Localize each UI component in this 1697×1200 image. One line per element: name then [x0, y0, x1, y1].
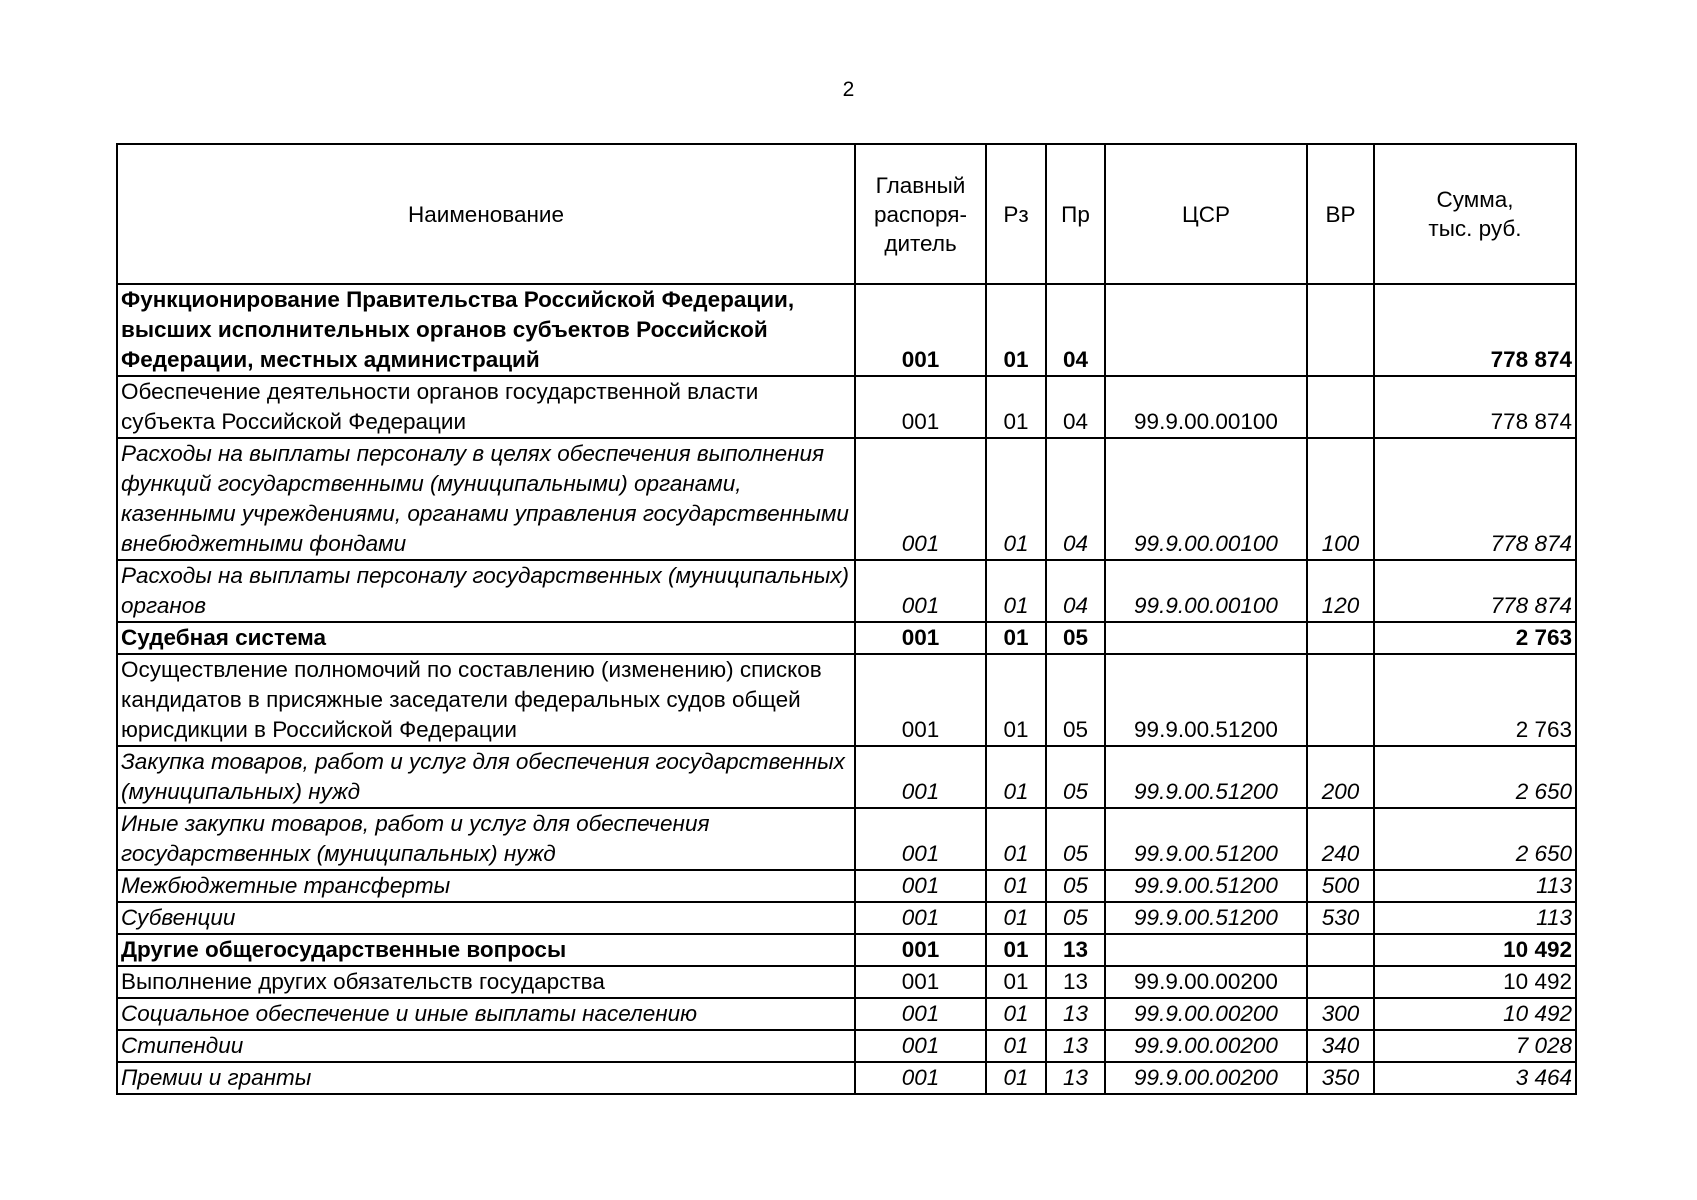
cell-csr: 99.9.00.51200	[1105, 808, 1307, 870]
cell-sum: 113	[1374, 902, 1576, 934]
cell-vr	[1307, 622, 1374, 654]
cell-pr: 13	[1046, 1062, 1105, 1094]
cell-name: Субвенции	[117, 902, 855, 934]
table-body	[117, 284, 1576, 1094]
header-pr: Пр	[1046, 144, 1105, 284]
header-name: Наименование	[117, 144, 855, 284]
cell-vr: 240	[1307, 808, 1374, 870]
cell-admin: 001	[855, 438, 986, 560]
cell-vr: 120	[1307, 560, 1374, 622]
header-admin: Главный распоря-дитель	[855, 144, 986, 284]
cell-csr: 99.9.00.00200	[1105, 1030, 1307, 1062]
cell-sum: 3 464	[1374, 1062, 1576, 1094]
cell-sum: 778 874	[1374, 560, 1576, 622]
header-csr: ЦСР	[1105, 144, 1307, 284]
cell-vr: 340	[1307, 1030, 1374, 1062]
cell-sum: 778 874	[1374, 438, 1576, 560]
table-row	[117, 654, 1576, 746]
table-row	[117, 1030, 1576, 1062]
cell-name: Выполнение других обязательств государства	[117, 966, 855, 998]
cell-admin: 001	[855, 560, 986, 622]
cell-csr	[1105, 934, 1307, 966]
cell-sum: 2 650	[1374, 746, 1576, 808]
cell-rz: 01	[986, 560, 1046, 622]
table-row	[117, 284, 1576, 376]
cell-pr: 13	[1046, 934, 1105, 966]
cell-admin: 001	[855, 998, 986, 1030]
cell-vr	[1307, 934, 1374, 966]
cell-admin: 001	[855, 808, 986, 870]
cell-sum: 2 763	[1374, 622, 1576, 654]
cell-rz: 01	[986, 746, 1046, 808]
cell-pr: 04	[1046, 560, 1105, 622]
cell-admin: 001	[855, 746, 986, 808]
cell-csr: 99.9.00.51200	[1105, 746, 1307, 808]
cell-csr: 99.9.00.51200	[1105, 870, 1307, 902]
cell-vr: 350	[1307, 1062, 1374, 1094]
cell-name: Закупка товаров, работ и услуг для обеспечения государственных (муниципальных) нужд	[117, 746, 855, 808]
table-row	[117, 902, 1576, 934]
table-row	[117, 998, 1576, 1030]
cell-name: Расходы на выплаты персоналу государственных (муниципальных) органов	[117, 560, 855, 622]
cell-pr: 05	[1046, 870, 1105, 902]
cell-sum: 2 763	[1374, 654, 1576, 746]
cell-pr: 13	[1046, 998, 1105, 1030]
table-row	[117, 438, 1576, 560]
cell-vr: 500	[1307, 870, 1374, 902]
cell-name: Межбюджетные трансферты	[117, 870, 855, 902]
cell-name: Другие общегосударственные вопросы	[117, 934, 855, 966]
cell-sum: 778 874	[1374, 284, 1576, 376]
cell-rz: 01	[986, 654, 1046, 746]
cell-csr: 99.9.00.00100	[1105, 438, 1307, 560]
cell-rz: 01	[986, 438, 1046, 560]
cell-admin: 001	[855, 870, 986, 902]
cell-csr	[1105, 284, 1307, 376]
cell-sum: 10 492	[1374, 966, 1576, 998]
table-row	[117, 934, 1576, 966]
cell-rz: 01	[986, 902, 1046, 934]
cell-csr: 99.9.00.00200	[1105, 998, 1307, 1030]
cell-admin: 001	[855, 284, 986, 376]
cell-sum: 778 874	[1374, 376, 1576, 438]
cell-csr: 99.9.00.51200	[1105, 902, 1307, 934]
cell-sum: 10 492	[1374, 934, 1576, 966]
table-row	[117, 622, 1576, 654]
cell-pr: 13	[1046, 1030, 1105, 1062]
header-rz: Рз	[986, 144, 1046, 284]
cell-admin: 001	[855, 934, 986, 966]
cell-pr: 04	[1046, 284, 1105, 376]
header-sum: Сумма, тыс. руб.	[1374, 144, 1576, 284]
cell-admin: 001	[855, 654, 986, 746]
table-row	[117, 1062, 1576, 1094]
cell-rz: 01	[986, 934, 1046, 966]
cell-name: Расходы на выплаты персоналу в целях обеспечения выполнения функций государственными (муниципальными) органами, казенными учреждениями, органами управления государственными внебюджетными фондами	[117, 438, 855, 560]
cell-pr: 05	[1046, 654, 1105, 746]
cell-pr: 04	[1046, 376, 1105, 438]
cell-rz: 01	[986, 376, 1046, 438]
cell-rz: 01	[986, 808, 1046, 870]
cell-name: Социальное обеспечение и иные выплаты населению	[117, 998, 855, 1030]
cell-name: Иные закупки товаров, работ и услуг для обеспечения государственных (муниципальных) нужд	[117, 808, 855, 870]
header-vr: ВР	[1307, 144, 1374, 284]
cell-csr: 99.9.00.00100	[1105, 376, 1307, 438]
cell-rz: 01	[986, 1062, 1046, 1094]
cell-rz: 01	[986, 998, 1046, 1030]
cell-admin: 001	[855, 902, 986, 934]
budget-table	[116, 143, 1577, 1095]
cell-vr: 200	[1307, 746, 1374, 808]
cell-rz: 01	[986, 284, 1046, 376]
cell-pr: 05	[1046, 622, 1105, 654]
cell-vr: 530	[1307, 902, 1374, 934]
cell-csr	[1105, 622, 1307, 654]
cell-name: Осуществление полномочий по составлению (изменению) списков кандидатов в присяжные заседатели федеральных судов общей юрисдикции в Российской Федерации	[117, 654, 855, 746]
cell-name: Обеспечение деятельности органов государственной власти субъекта Российской Федерации	[117, 376, 855, 438]
cell-pr: 05	[1046, 902, 1105, 934]
table-row	[117, 870, 1576, 902]
cell-sum: 10 492	[1374, 998, 1576, 1030]
cell-sum: 2 650	[1374, 808, 1576, 870]
cell-vr: 300	[1307, 998, 1374, 1030]
cell-pr: 05	[1046, 808, 1105, 870]
cell-rz: 01	[986, 1030, 1046, 1062]
cell-csr: 99.9.00.00100	[1105, 560, 1307, 622]
cell-admin: 001	[855, 376, 986, 438]
header-row	[117, 144, 1576, 284]
table-row	[117, 808, 1576, 870]
page-number: 2	[842, 78, 855, 101]
cell-admin: 001	[855, 1030, 986, 1062]
cell-pr: 05	[1046, 746, 1105, 808]
cell-vr	[1307, 376, 1374, 438]
cell-name: Стипендии	[117, 1030, 855, 1062]
table-row	[117, 376, 1576, 438]
cell-pr: 13	[1046, 966, 1105, 998]
cell-admin: 001	[855, 622, 986, 654]
cell-vr	[1307, 284, 1374, 376]
table-row	[117, 560, 1576, 622]
cell-sum: 7 028	[1374, 1030, 1576, 1062]
table-row	[117, 746, 1576, 808]
cell-name: Функционирование Правительства Российской Федерации, высших исполнительных органов субъектов Российской Федерации, местных администраций	[117, 284, 855, 376]
cell-vr: 100	[1307, 438, 1374, 560]
cell-name: Судебная система	[117, 622, 855, 654]
cell-rz: 01	[986, 870, 1046, 902]
table-row	[117, 966, 1576, 998]
cell-admin: 001	[855, 966, 986, 998]
cell-csr: 99.9.00.00200	[1105, 966, 1307, 998]
cell-sum: 113	[1374, 870, 1576, 902]
cell-name: Премии и гранты	[117, 1062, 855, 1094]
cell-csr: 99.9.00.51200	[1105, 654, 1307, 746]
cell-rz: 01	[986, 966, 1046, 998]
cell-vr	[1307, 966, 1374, 998]
cell-pr: 04	[1046, 438, 1105, 560]
cell-csr: 99.9.00.00200	[1105, 1062, 1307, 1094]
cell-vr	[1307, 654, 1374, 746]
cell-admin: 001	[855, 1062, 986, 1094]
cell-rz: 01	[986, 622, 1046, 654]
